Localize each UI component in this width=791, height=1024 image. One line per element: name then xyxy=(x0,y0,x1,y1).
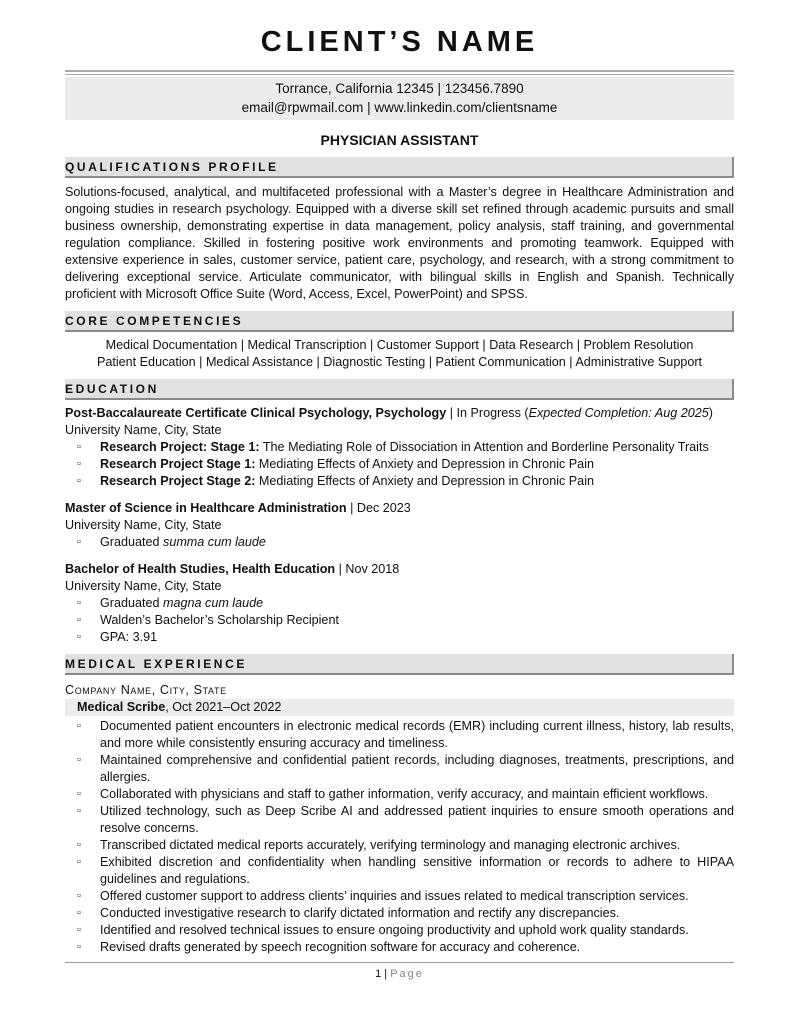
education-items xyxy=(65,439,734,490)
contact-block xyxy=(65,77,734,120)
client-name: CLIENT’S NAME xyxy=(260,26,539,58)
page-separator: | xyxy=(384,968,388,980)
degree-title: Bachelor of Health Studies, Health Education xyxy=(65,562,336,576)
list-item: ▫ Documented patient encounters in electronic medical records (EMR) including current illness, history, lab results, and more while consistently ensuring accuracy and timeliness. xyxy=(65,718,734,752)
name-divider xyxy=(65,70,734,75)
degree-title: Post-Baccalaureate Certificate Clinical Psychology, Psychology xyxy=(65,406,447,420)
list-item: ▫ Graduated magna cum laude xyxy=(65,595,734,612)
list-item: ▫ Utilized technology, such as Deep Scribe AI and addressed patient inquiries to ensure smooth operations and resolve concerns. xyxy=(65,803,734,837)
education-heading: EDUCATION xyxy=(65,379,734,400)
school-line: University Name, City, State xyxy=(65,423,222,437)
page-footer xyxy=(65,966,734,983)
qualifications-heading: QUALIFICATIONS PROFILE xyxy=(65,157,734,178)
degree-title: Master of Science in Healthcare Administration xyxy=(65,501,347,515)
education-entry xyxy=(65,561,734,646)
company-line: Company Name, City, State xyxy=(65,683,227,697)
page-word: Page xyxy=(390,968,424,980)
contact-address-phone: Torrance, California 12345 | 123456.7890 xyxy=(275,81,524,96)
list-item: ▫ Research Project: Stage 1: The Mediating Role of Dissociation in Attention and Borderline Personality Traits xyxy=(65,439,734,456)
competencies-heading: CORE COMPETENCIES xyxy=(65,311,734,332)
experience-heading: MEDICAL EXPERIENCE xyxy=(65,654,734,675)
experience-bullets xyxy=(65,718,734,956)
list-item: ▫ Graduated summa cum laude xyxy=(65,534,734,551)
list-item: ▫ Research Project Stage 1: Mediating Effects of Anxiety and Depression in Chronic Pain xyxy=(65,456,734,473)
role-title: Medical Scribe xyxy=(77,700,166,714)
education-items xyxy=(65,534,734,551)
education-entry xyxy=(65,405,734,490)
list-item: ▫ Maintained comprehensive and confidential patient records, including diagnoses, treatments, prescriptions, and allergies. xyxy=(65,752,734,786)
list-item: ▫ Offered customer support to address clients’ inquiries and issues related to medical transcription services. xyxy=(65,888,734,905)
list-item: ▫ Collaborated with physicians and staff to gather information, verify accuracy, and maintain efficient workflows. xyxy=(65,786,734,803)
list-item: ▫ Research Project Stage 2: Mediating Effects of Anxiety and Depression in Chronic Pain xyxy=(65,473,734,490)
education-entry xyxy=(65,500,734,551)
competencies-line: Medical Documentation | Medical Transcription | Customer Support | Data Research | Problem Resolution xyxy=(105,338,694,352)
list-item: ▫ GPA: 3.91 xyxy=(65,629,734,646)
list-item: ▫ Exhibited discretion and confidentiality when handling sensitive information or records to adhere to HIPAA guidelines and regulations. xyxy=(65,854,734,888)
degree-line: Master of Science in Healthcare Administration | Dec 2023 xyxy=(65,501,411,515)
degree-line: Bachelor of Health Studies, Health Education | Nov 2018 xyxy=(65,562,400,576)
footer-divider xyxy=(65,962,734,963)
role-line xyxy=(65,699,734,716)
school-line: University Name, City, State xyxy=(65,579,222,593)
education-items xyxy=(65,595,734,646)
competencies-line: Patient Education | Medical Assistance | Diagnostic Testing | Patient Communication | Administrative Support xyxy=(96,355,703,369)
job-title: PHYSICIAN ASSISTANT xyxy=(320,132,479,148)
degree-line: Post-Baccalaureate Certificate Clinical Psychology, Psychology | In Progress (Expected Completion: Aug 2025) xyxy=(65,406,713,420)
contact-email-linkedin: email@rpwmail.com | www.linkedin.com/clientsname xyxy=(241,100,558,115)
role-dates: , Oct 2021–Oct 2022 xyxy=(165,700,282,714)
competencies-list xyxy=(65,337,734,371)
list-item: ▫ Walden’s Bachelor’s Scholarship Recipient xyxy=(65,612,734,629)
school-line: University Name, City, State xyxy=(65,518,222,532)
page-number: 1 xyxy=(375,968,382,980)
list-item: ▫ Revised drafts generated by speech recognition software for accuracy and coherence. xyxy=(65,939,734,956)
list-item: ▫ Transcribed dictated medical reports accurately, verifying terminology and managing electronic archives. xyxy=(65,837,734,854)
list-item: ▫ Identified and resolved technical issues to ensure ongoing productivity and uphold work quality standards. xyxy=(65,922,734,939)
qualifications-text: Solutions-focused, analytical, and multifaceted professional with a Master’s degree in Healthcare Administration and ongoing studies in research psychology. Equipped with a diverse skill set refined through academic pursuits and small business ownership, demonstrating expertise in data management, policy analysis, staff training, and governmental regulation compliance. Skilled in fostering positive work environments and promoting teamwork. Equipped with extensive experience in sales, customer service, patient care, psychology, and research, with a strong commitment to delivering exceptional service. Articulate communicator, with bilingual skills in English and Spanish. Technically proficient with Microsoft Office Suite (Word, Access, Excel, PowerPoint) and SPSS. xyxy=(65,185,734,301)
list-item: ▫ Conducted investigative research to clarify dictated information and rectify any discrepancies. xyxy=(65,905,734,922)
